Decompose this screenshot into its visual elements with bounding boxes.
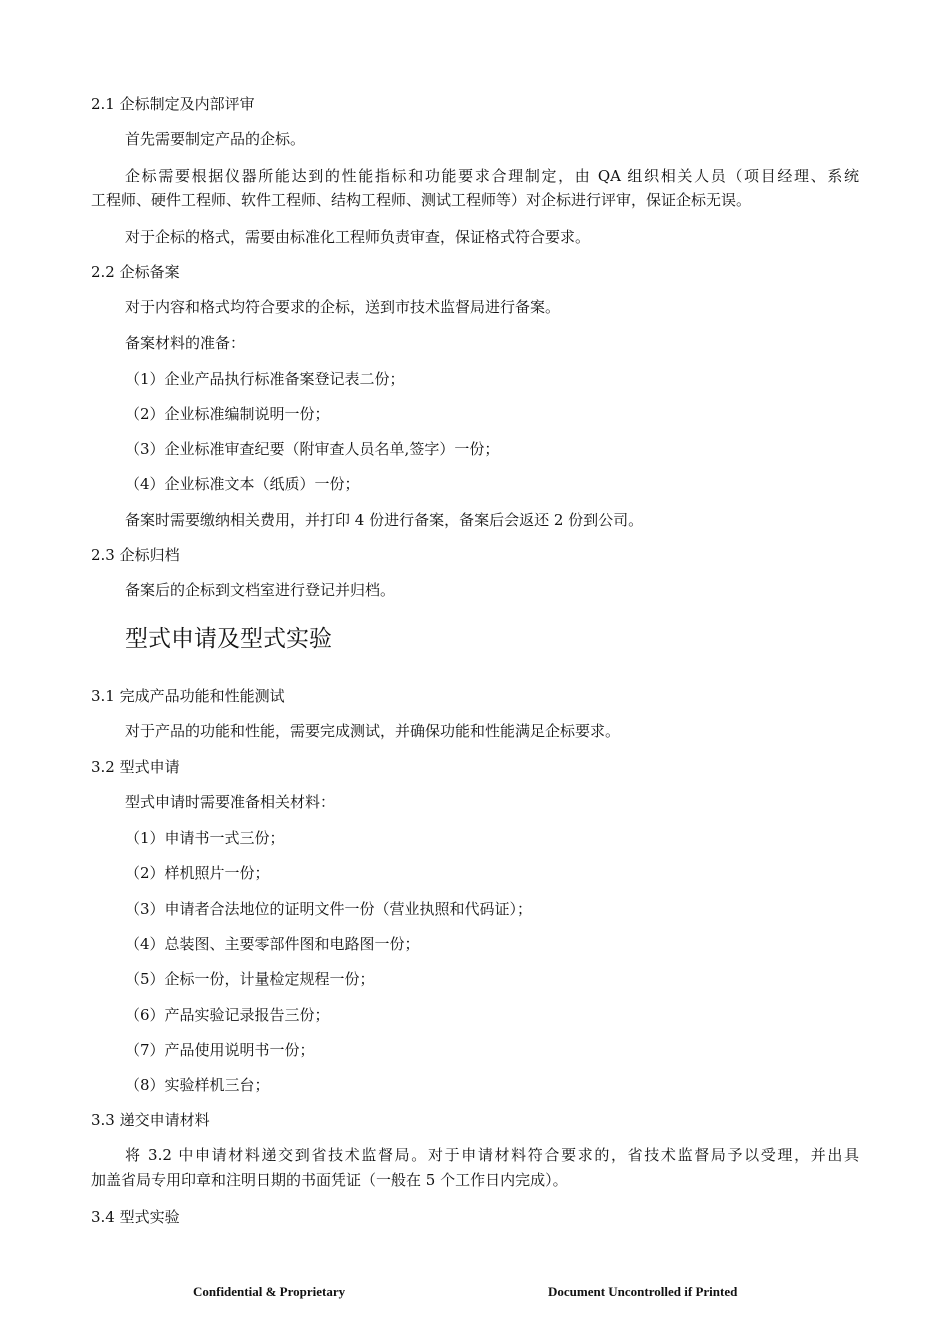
paragraph-line: 工程师、硬件工程师、软件工程师、结构工程师、测试工程师等）对企标进行评审，保证企标无误。 [91,191,752,209]
list-item: （7）产品使用说明书一份； [125,1041,315,1059]
list-item: （6）产品实验记录报告三份； [125,1006,330,1024]
list-item: （3）企业标准审查纪要（附审查人员名单,签字）一份； [125,440,500,458]
paragraph: 首先需要制定产品的企标。 [125,130,306,148]
list-item: （2）企业标准编制说明一份； [125,405,330,423]
footer-confidential: Confidential & Proprietary [193,1284,346,1299]
paragraph: 对于企标的格式，需要由标准化工程师负责审查，保证格式符合要求。 [125,228,591,246]
list-item: （4）总装图、主要零部件图和电路图一份； [125,935,420,953]
paragraph-line: 企标需要根据仪器所能达到的性能指标和功能要求合理制定，由 QA 组织相关人员（项目经理、系统 [125,167,859,185]
paragraph: 备案时需要缴纳相关费用，并打印 4 份进行备案，备案后会返还 2 份到公司。 [125,511,644,529]
chapter-title: 型式申请及型式实验 [125,626,332,652]
list-item: （1）申请书一式三份； [125,829,285,847]
section-heading-3-2: 3.2 型式申请 [91,758,180,776]
footer-uncontrolled: Document Uncontrolled if Printed [548,1284,738,1299]
list-item: （3）申请者合法地位的证明文件一份（营业执照和代码证）； [125,900,533,918]
section-heading-3-1: 3.1 完成产品功能和性能测试 [91,687,285,705]
section-heading-3-4: 3.4 型式实验 [91,1208,180,1226]
section-heading-3-3: 3.3 递交申请材料 [91,1111,210,1129]
paragraph: 备案后的企标到文档室进行登记并归档。 [125,581,396,599]
list-item: （4）企业标准文本（纸质）一份； [125,475,360,493]
list-item: （2）样机照片一份； [125,864,270,882]
list-item: （1）企业产品执行标准备案登记表二份； [125,370,405,388]
paragraph-line: 将 3.2 中申请材料递交到省技术监督局。对于申请材料符合要求的，省技术监督局予以受理，并出具 [125,1146,859,1164]
paragraph: 对于产品的功能和性能，需要完成测试，并确保功能和性能满足企标要求。 [125,722,621,740]
paragraph: 备案材料的准备： [125,334,246,352]
paragraph: 对于内容和格式均符合要求的企标，送到市技术监督局进行备案。 [125,298,561,316]
section-heading-2-1: 2.1 企标制定及内部评审 [91,95,255,113]
paragraph-line: 加盖省局专用印章和注明日期的书面凭证（一般在 5 个工作日内完成）。 [91,1171,568,1189]
section-heading-2-3: 2.3 企标归档 [91,546,180,564]
list-item: （8）实验样机三台； [125,1076,270,1094]
section-heading-2-2: 2.2 企标备案 [91,263,180,281]
paragraph: 型式申请时需要准备相关材料： [125,793,336,811]
list-item: （5）企标一份，计量检定规程一份； [125,970,375,988]
